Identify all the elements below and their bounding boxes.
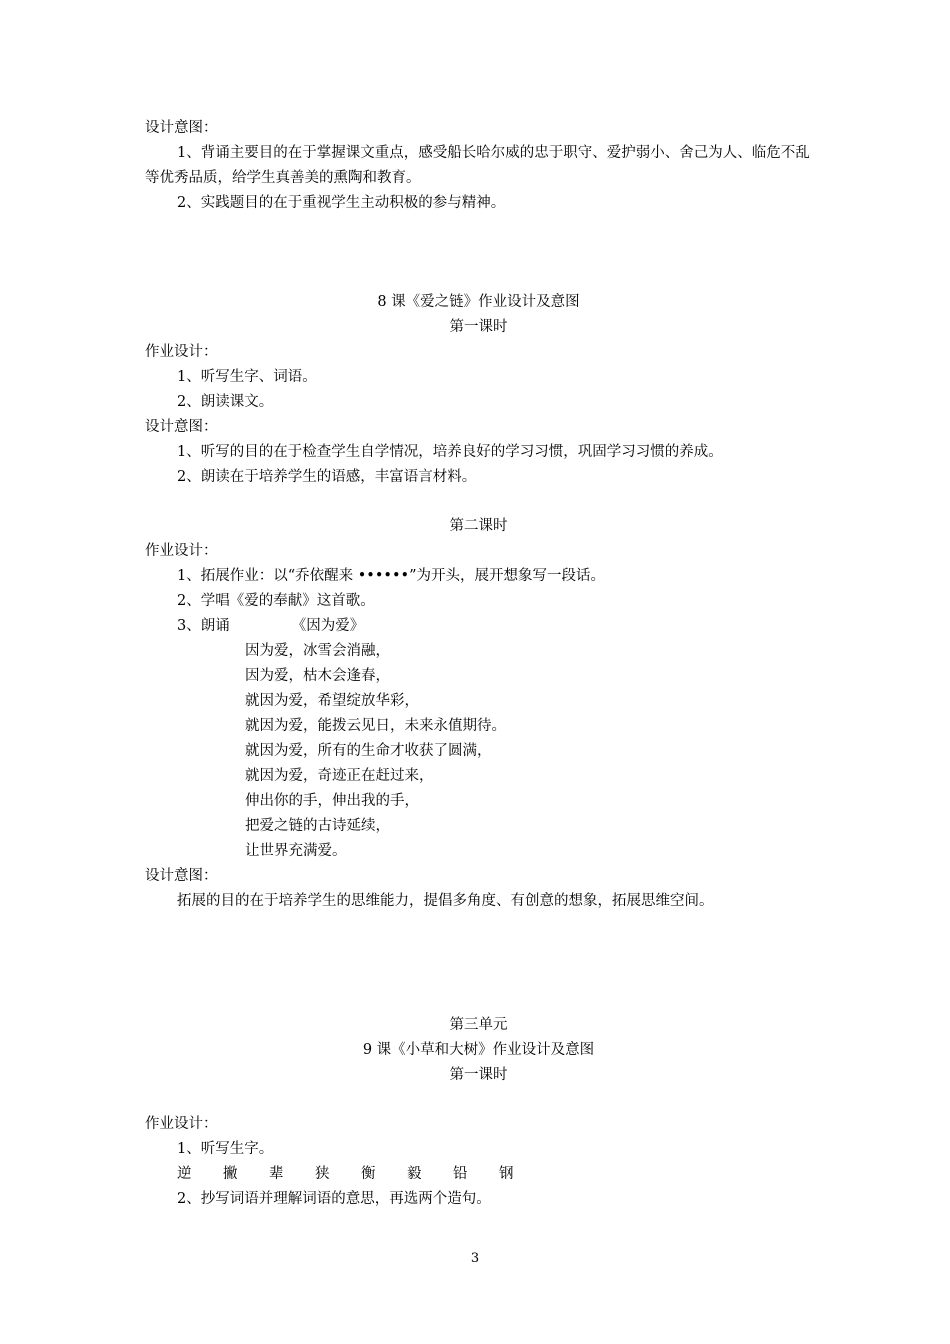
poem-line: 把爱之链的古诗延续， (245, 818, 390, 834)
poem-line: 就因为爱，奇迹正在赶过来， (245, 768, 434, 784)
poem-line: 伸出你的手，伸出我的手， (245, 793, 419, 809)
homework-heading: 作业设计： (145, 1116, 218, 1132)
homework-item-1: 1、听写生字。 (177, 1141, 274, 1157)
dictation-char: 撇 (223, 1166, 238, 1182)
homework-item-2: 2、朗读课文。 (177, 394, 274, 410)
homework-item-1: 1、拓展作业：以“乔依醒来 ••••••”为开头，展开想象写一段话。 (177, 568, 605, 584)
poem-line: 因为爱，枯木会逢春， (245, 668, 390, 684)
dictation-characters (145, 1162, 812, 1187)
homework-item-1: 1、听写生字、词语。 (177, 369, 317, 385)
homework-heading: 作业设计： (145, 344, 218, 360)
homework-item-3 (145, 614, 812, 639)
lesson-9-title: 9 课《小草和大树》作业设计及意图 (362, 1042, 595, 1058)
lesson-8-title: 8 课《爱之链》作业设计及意图 (377, 294, 580, 310)
poem-line: 因为爱，冰雪会消融， (245, 643, 390, 659)
intent-heading: 设计意图： (145, 868, 218, 884)
intent-heading: 设计意图： (145, 419, 218, 435)
dictation-char: 毅 (407, 1166, 422, 1182)
recite-label: 3、朗诵 (177, 618, 230, 634)
poem-line: 就因为爱，希望绽放华彩， (245, 693, 419, 709)
dictation-char: 衡 (361, 1166, 376, 1182)
intent-item-1: 1、听写的目的在于检查学生自学情况，培养良好的学习习惯，巩固学习习惯的养成。 (177, 444, 723, 460)
lesson-8-period-2-title: 第二课时 (449, 518, 508, 534)
intent-item-2: 2、朗读在于培养学生的语感，丰富语言材料。 (177, 469, 477, 485)
dictation-char: 狭 (315, 1166, 330, 1182)
homework-heading: 作业设计： (145, 543, 218, 559)
page-number: 3 (470, 1251, 480, 1266)
poem-title: 《因为爱》 (291, 618, 365, 634)
unit-3-title: 第三单元 (449, 1017, 508, 1033)
lesson-9-period-1-title: 第一课时 (449, 1067, 508, 1083)
dictation-char: 铅 (453, 1166, 468, 1182)
intent-item-1: 拓展的目的在于培养学生的思维能力，提倡多角度、有创意的想象，拓展思维空间。 (177, 893, 714, 909)
homework-item-2: 2、抄写词语并理解词语的意思，再选两个造句。 (177, 1191, 491, 1207)
lesson-8-period-1-title: 第一课时 (449, 319, 508, 335)
poem-line: 就因为爱，所有的生命才收获了圆满， (245, 743, 492, 759)
dictation-char: 逆 (177, 1166, 192, 1182)
intent-item-1: 1、背诵主要目的在于掌握课文重点，感受船长哈尔威的忠于职守、爱护弱小、舍己为人、临危不乱等优秀品质，给学生真善美的熏陶和教育。 (145, 145, 810, 186)
dictation-char: 钢 (499, 1166, 514, 1182)
intent-item-2: 2、实践题目的在于重视学生主动积极的参与精神。 (177, 195, 506, 211)
dictation-char: 辈 (269, 1166, 284, 1182)
poem-line: 就因为爱，能拨云见日，未来永值期待。 (245, 718, 506, 734)
intent-heading: 设计意图： (145, 120, 218, 136)
poem-line: 让世界充满爱。 (245, 843, 347, 859)
homework-item-2: 2、学唱《爱的奉献》这首歌。 (177, 593, 375, 609)
